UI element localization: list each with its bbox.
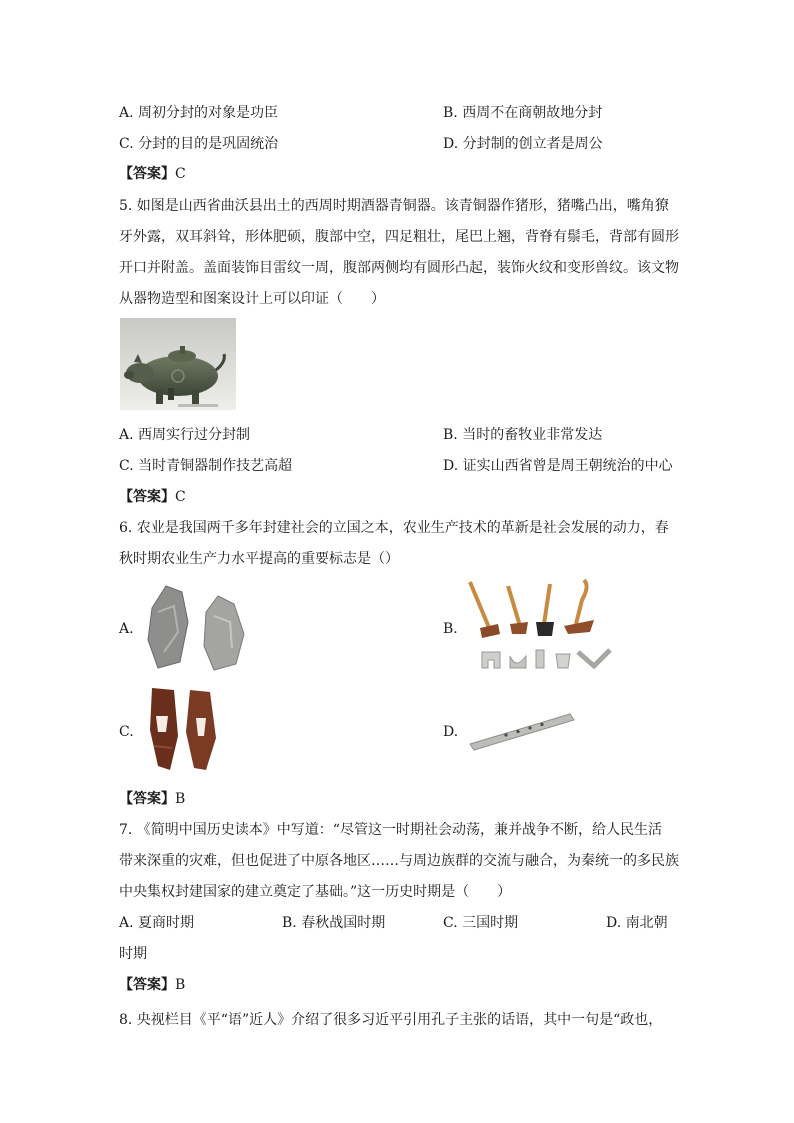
q5-stem-line2: 牙外露，双耳斜耸，形体肥硕，腹部中空，四足粗壮，尾巴上翘，背脊有鬃毛，背部有圆形 (119, 229, 679, 245)
q7-stem-line3: 中央集权封建国家的建立奠定了基础。”这一历史时期是（ ） (119, 884, 512, 900)
q4-option-d: D. 分封制的创立者是周公 (443, 136, 603, 152)
q5-option-b: B. 当时的畜牧业非常发达 (443, 427, 603, 443)
bone-flute-image (466, 708, 576, 752)
q5-option-a: A. 西周实行过分封制 (119, 427, 251, 443)
q7-option-c: C. 三国时期 (443, 915, 519, 931)
q7-option-b: B. 春秋战国时期 (282, 915, 386, 931)
q5-stem-line1: 5. 如图是山西省曲沃县出土的西周时期酒器青铜器。该青铜器作猪形，猪嘴凸出，嘴角獠 (119, 198, 669, 214)
answer-label: 【答案】 (119, 489, 175, 505)
answer-label: 【答案】 (119, 166, 175, 182)
q6-answer (119, 789, 185, 809)
q7-stem-line1: 7. 《简明中国历史读本》中写道：“尽管这一时期社会动荡，兼并战争不断，给人民生活 (119, 822, 662, 838)
q7-option-d: D. 南北朝 (606, 915, 668, 931)
answer-value: B (175, 791, 186, 807)
q7-option-d-continued: 时期 (119, 946, 147, 962)
q4-option-b: B. 西周不在商朝故地分封 (443, 105, 603, 121)
answer-value: C (175, 166, 186, 182)
q4-option-c: C. 分封的目的是巩固统治 (119, 136, 279, 152)
q7-option-a: A. 夏商时期 (119, 915, 195, 931)
q4-option-a: A. 周初分封的对象是功臣 (119, 105, 279, 121)
bone-tools-image (144, 686, 228, 772)
q7-answer (119, 975, 185, 995)
q5-stem-line4: 从器物造型和图案设计上可以印证（ ） (119, 291, 385, 307)
q5-stem-line3: 开口并附盖。盖面装饰目雷纹一周，腹部两侧均有圆形凸起，装饰火纹和变形兽纹。该文物 (119, 260, 679, 276)
q6-option-b-label: B. (443, 621, 458, 637)
answer-label: 【答案】 (119, 791, 175, 807)
q5-option-d: D. 证实山西省曾是周王朝统治的中心 (443, 458, 673, 474)
bronze-pig-vessel-image (120, 318, 236, 410)
answer-value: C (175, 489, 186, 505)
q4-answer (119, 164, 186, 184)
iron-farm-tools-image (464, 576, 616, 676)
q6-option-a-label: A. (119, 621, 134, 637)
answer-label: 【答案】 (119, 977, 175, 993)
q8-stem-line1: 8. 央视栏目《平“语”近人》介绍了很多习近平引用孔子主张的话语，其中一句是“政也， (119, 1012, 663, 1028)
q6-stem-line2: 秋时期农业生产力水平提高的重要标志是（） (119, 551, 399, 567)
q6-stem-line1: 6. 农业是我国两千多年封建社会的立国之本，农业生产技术的革新是社会发展的动力，春 (119, 520, 669, 536)
stone-tools-image (144, 582, 254, 674)
q6-option-c-label: C. (119, 724, 134, 740)
q5-option-c: C. 当时青铜器制作技艺高超 (119, 458, 293, 474)
q7-stem-line2: 带来深重的灾难，但也促进了中原各地区……与周边族群的交流与融合，为秦统一的多民族 (119, 853, 679, 869)
answer-value: B (175, 977, 186, 993)
q6-option-d-label: D. (443, 724, 459, 740)
q5-answer (119, 487, 186, 507)
